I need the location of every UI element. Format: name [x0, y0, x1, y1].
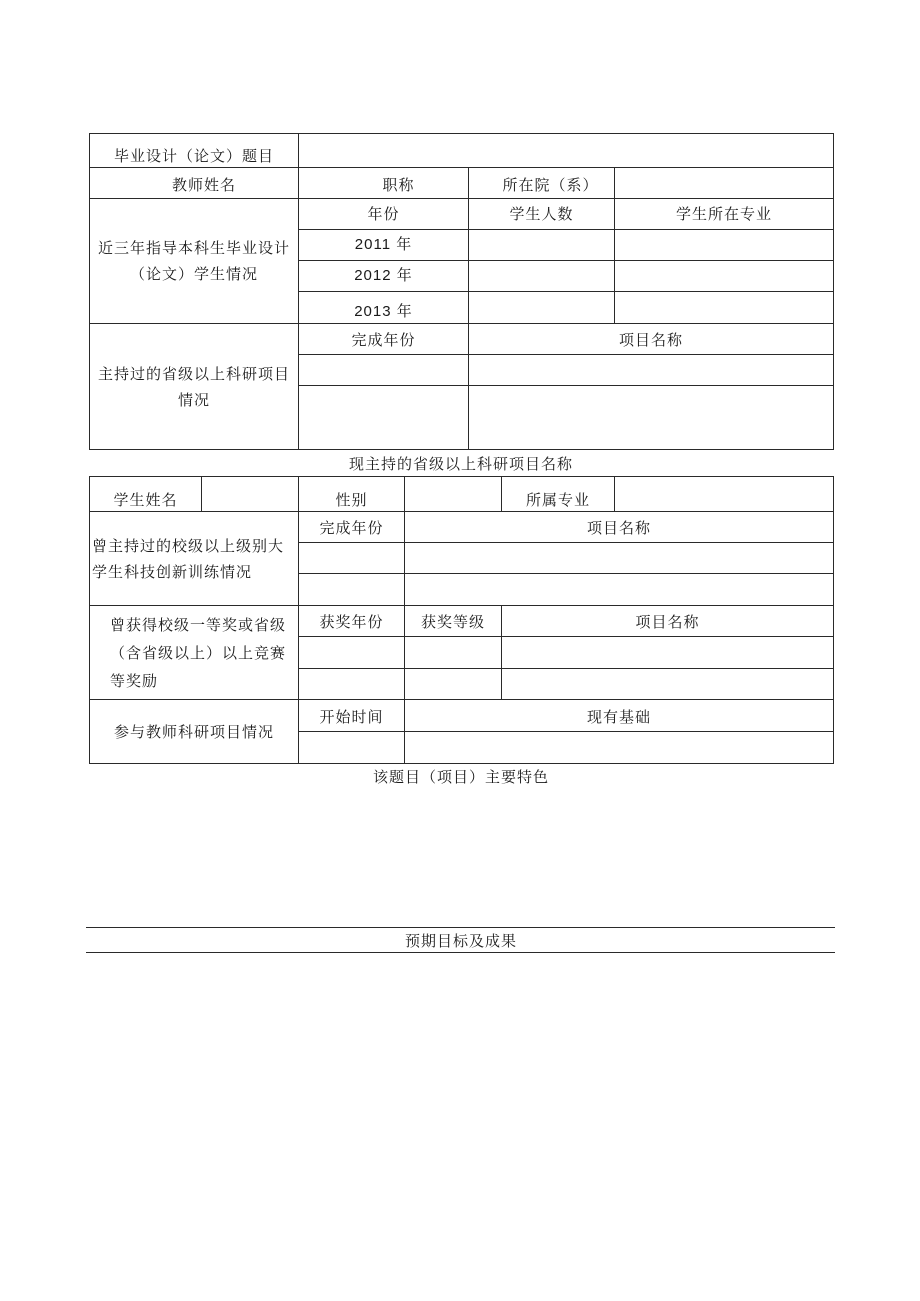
start-time-field[interactable] — [299, 732, 405, 764]
project-year-field-2[interactable] — [299, 386, 469, 450]
features-caption: 该题目（项目）主要特色 — [372, 768, 549, 786]
goals-bottom-rule — [86, 952, 835, 953]
student-major-header: 学生所在专业 — [615, 199, 834, 230]
project-name-header: 项目名称 — [469, 324, 834, 355]
award-name-field-2[interactable] — [502, 669, 834, 700]
department-label: 所在院（系） — [469, 168, 615, 199]
award-level-field-1[interactable] — [405, 637, 502, 669]
students-section-label: 近三年指导本科生毕业设计（论文）学生情况 — [90, 199, 299, 324]
student-count-2013-field[interactable] — [469, 292, 615, 324]
year-header: 年份 — [299, 199, 469, 230]
major-field[interactable] — [615, 477, 834, 512]
job-title-label-text: 职称 — [382, 175, 415, 194]
award-level-header: 获奖等级 — [405, 606, 502, 637]
innovation-year-header: 完成年份 — [299, 512, 405, 543]
student-count-2012-field[interactable] — [469, 261, 615, 292]
completion-year-header: 完成年份 — [299, 324, 469, 355]
current-projects-caption: 现主持的省级以上科研项目名称 — [348, 455, 573, 473]
award-level-field-2[interactable] — [405, 669, 502, 700]
thesis-title-label: 毕业设计（论文）题目 — [90, 134, 299, 168]
innovation-year-field-2[interactable] — [299, 574, 405, 606]
award-name-field-1[interactable] — [502, 637, 834, 669]
teacher-name-label: 教师姓名 — [90, 168, 299, 199]
student-count-2011-field[interactable] — [469, 230, 615, 261]
student-major-2013-field[interactable] — [615, 292, 834, 324]
existing-basis-header: 现有基础 — [405, 700, 834, 732]
student-major-2011-field[interactable] — [615, 230, 834, 261]
year-2011-cell: 2011 年 — [299, 230, 469, 261]
gender-field[interactable] — [405, 477, 502, 512]
award-year-header: 获奖年份 — [299, 606, 405, 637]
awards-section-label: 曾获得校级一等奖或省级（含省级以上）以上竞赛等奖励 — [90, 606, 299, 700]
award-project-header: 项目名称 — [502, 606, 834, 637]
student-major-2012-field[interactable] — [615, 261, 834, 292]
teacher-research-label: 参与教师科研项目情况 — [90, 700, 299, 764]
student-count-header: 学生人数 — [469, 199, 615, 230]
goals-caption: 预期目标及成果 — [404, 932, 517, 950]
projects-section-label: 主持过的省级以上科研项目情况 — [90, 324, 299, 450]
innovation-project-header: 项目名称 — [405, 512, 834, 543]
award-year-field-2[interactable] — [299, 669, 405, 700]
goals-top-rule — [86, 927, 835, 928]
innovation-name-field-2[interactable] — [405, 574, 834, 606]
year-2012-cell: 2012 年 — [299, 261, 469, 292]
student-name-label: 学生姓名 — [90, 477, 202, 512]
award-year-field-1[interactable] — [299, 637, 405, 669]
start-time-header: 开始时间 — [299, 700, 405, 732]
major-label: 所属专业 — [502, 477, 615, 512]
department-field[interactable] — [615, 168, 834, 199]
project-name-field-2[interactable] — [469, 386, 834, 450]
project-name-field-1[interactable] — [469, 355, 834, 386]
job-title-label — [299, 168, 469, 199]
year-2013-cell: 2013 年 — [299, 292, 469, 324]
existing-basis-field[interactable] — [405, 732, 834, 764]
student-name-field[interactable] — [202, 477, 299, 512]
innovation-year-field-1[interactable] — [299, 543, 405, 574]
innovation-name-field-1[interactable] — [405, 543, 834, 574]
student-info-table — [89, 476, 834, 764]
innovation-section-label: 曾主持过的校级以上级别大学生科技创新训练情况 — [90, 512, 299, 606]
gender-label: 性别 — [299, 477, 405, 512]
thesis-title-field[interactable] — [299, 134, 834, 168]
teacher-info-table — [89, 133, 834, 450]
project-year-field-1[interactable] — [299, 355, 469, 386]
